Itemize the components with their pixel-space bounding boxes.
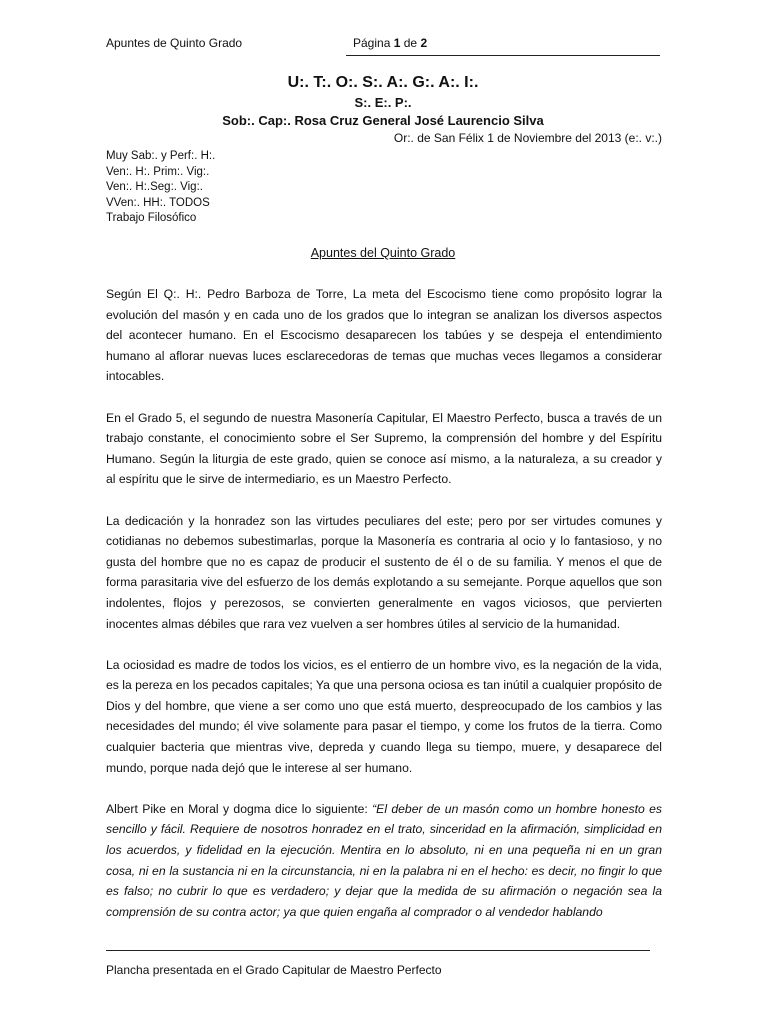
quote-intro: Albert Pike en Moral y dogma dice lo siguiente:	[106, 801, 373, 816]
greetings-block	[106, 149, 406, 227]
page-indicator	[353, 36, 427, 50]
title-block	[106, 73, 660, 130]
title-line-3: Sob:. Cap:. Rosa Cruz General José Laurencio Silva	[222, 113, 544, 128]
greeting-line: Trabajo Filosófico	[106, 212, 197, 224]
date-line: Or:. de San Félix 1 de Noviembre del 2013 (e:. v:.)	[393, 131, 662, 145]
section-title: Apuntes del Quinto Grado	[310, 246, 456, 260]
footer-divider	[106, 950, 650, 951]
page-footer: Plancha presentada en el Grado Capitular de Maestro Perfecto	[106, 963, 442, 977]
title-line-2: S:. E:. P:.	[354, 95, 412, 110]
body-paragraph: La dedicación y la honradez son las virtudes peculiares del este; pero por ser virtudes comunes y cotidianas no debemos subestimarlas, porque la Masonería es contraria al ocio y lo fantasioso, y no gusta del hombre que no es capaz de producir el sustento de él o de su familia. Y menos el que de forma parasitaria vive del esfuerzo de los demás explotando a su semejante. Porque aquellos que son indolentes, flojos y perezosos, se convierten generalmente en vagos viciosos, que pervierten inocentes almas débiles que rara vez vuelven a ser hombres útiles al servicio de la humanidad.	[106, 513, 662, 631]
page-header	[106, 36, 660, 56]
greeting-line: VVen:. HH:. TODOS	[106, 196, 210, 209]
page-separator: de	[403, 36, 418, 50]
body-paragraph: En el Grado 5, el segundo de nuestra Masonería Capitular, El Maestro Perfecto, busca a través de un trabajo constante, el conocimiento sobre el Ser Supremo, la comprensión del hombre y del Espíritu Humano. Según la liturgia de este grado, quien se conoce así mismo, a la naturaleza, a su creador y al espíritu que le sirve de intermediario, es un Maestro Perfecto.	[106, 410, 662, 487]
header-divider	[346, 55, 660, 56]
body-text	[106, 284, 662, 943]
body-paragraph: La ociosidad es madre de todos los vicios, es el entierro de un hombre vivo, es la negación de la vida, es la pereza en los pecados capitales; Ya que una persona ociosa es tan inútil a cualquier propósito de Dios y del hombre, que viene a ser como uno que está muerto, despreocupado de los cambios y las necesidades del mundo; él vive solamente para pasar el tiempo, y come los frutos de la tierra. Como cualquier bacteria que mientras vive, depreda y cuando llega su tiempo, muere, y desaparece del mundo, porque nada dejó que le interese al ser humano.	[106, 657, 662, 775]
quote-paragraph	[106, 799, 662, 923]
greeting-line: Ven:. H:. Prim:. Vig:.	[106, 165, 210, 178]
greeting-line: Ven:. H:.Seg:. Vig:.	[106, 181, 203, 193]
quote-text: “El deber de un masón como un hombre honesto es sencillo y fácil. Requiere de nosotros honradez en el trato, sinceridad en la afirmación, simplicidad en los acuerdos, y fidelidad en la ejecución. Mentira en lo absoluto, ni en una pequeña ni en un gran cosa, ni en la sustancia ni en la circunstancia, ni en la palabra ni en el hecho: es decir, no fingir lo que es falso; no cubrir lo que es verdadero; y dejar que la medida de su afirmación o negación sea la comprensión de su contra actor; ya que quien engaña al comprador o al vendedor hablando	[106, 801, 662, 919]
page-label: Página	[353, 36, 391, 50]
header-document-title: Apuntes de Quinto Grado	[106, 36, 243, 50]
greeting-line: Muy Sab:. y Perf:. H:.	[106, 150, 216, 162]
page-current: 1	[393, 36, 401, 50]
page-total: 2	[420, 36, 428, 50]
body-paragraph: Según El Q:. H:. Pedro Barboza de Torre, La meta del Escocismo tiene como propósito lograr la evolución del masón y en cada uno de los grados que lo integran se analizan los diversos aspectos del acontecer humano. En el Escocismo desaparecen los tabúes y se despeja el entendimiento humano al aflorar nuevas luces esclarecedoras de temas que muchas veces llegamos a considerar intocables.	[106, 287, 662, 384]
title-line-1: U:. T:. O:. S:. A:. G:. A:. I:.	[287, 74, 479, 91]
